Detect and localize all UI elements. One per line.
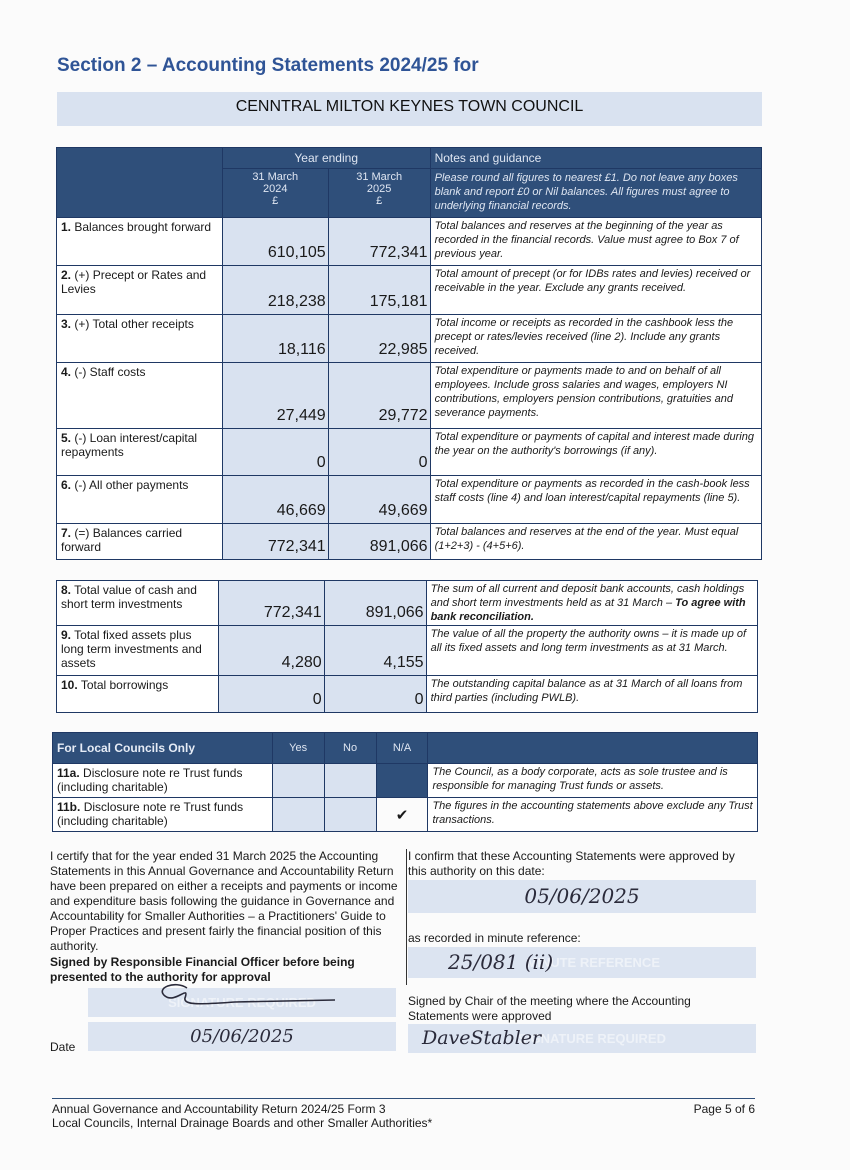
year-ending-header: Year ending	[222, 148, 430, 169]
statement-guidance: Total expenditure or payments of capital and interest made during the year on the authority's borrowings (if any).	[430, 429, 761, 476]
value-2024: 46,669	[222, 476, 328, 524]
rfo-certification	[50, 849, 407, 985]
statement-row	[57, 524, 762, 560]
statement-number: 6.	[61, 478, 72, 492]
statement-label	[57, 476, 223, 524]
statement-row	[57, 218, 762, 266]
value-2024: 772,341	[222, 524, 328, 560]
statement-number: 2.	[61, 268, 72, 282]
minute-reference-value: 25/081 (ii)	[448, 950, 554, 974]
value-2024: 0	[222, 429, 328, 476]
minute-reference-label: as recorded in minute reference:	[408, 931, 581, 945]
asset-value-2024: 772,341	[218, 581, 324, 626]
statement-label-text: (+) Total other receipts	[74, 317, 194, 331]
rfo-signed-label: Signed by Responsible Financial Officer before being presented to the authority for approval	[50, 955, 355, 984]
asset-guidance-text: The outstanding capital balance as at 31 March of all loans from third parties (including PWLB).	[430, 678, 743, 704]
asset-label	[57, 581, 219, 626]
chair-signature: DaveStabler	[422, 1027, 542, 1049]
asset-label-text: Total value of cash and short term investments	[61, 583, 197, 611]
asset-guidance	[426, 626, 757, 676]
asset-value-2025: 4,155	[324, 626, 426, 676]
asset-guidance	[426, 676, 757, 713]
asset-label	[57, 676, 219, 713]
statement-guidance: Total expenditure or payments as recorded in the cash-book less staff costs (line 4) and loan interest/capital repayments (line 5).	[430, 476, 761, 524]
asset-label-text: Total fixed assets plus long term investments and assets	[61, 628, 202, 670]
statement-label-text: (-) Staff costs	[74, 365, 146, 379]
approval-date-value: 05/06/2025	[524, 884, 640, 908]
rfo-date-field[interactable]	[88, 1022, 396, 1051]
value-2024: 27,449	[222, 363, 328, 429]
asset-guidance-text: The value of all the property the authority owns – it is made up of all its fixed assets and long term investments as at 31 March.	[430, 628, 747, 654]
trust-label-text: Disclosure note re Trust funds (including charitable)	[57, 800, 244, 828]
statement-row	[57, 429, 762, 476]
minute-reference-field[interactable]	[408, 947, 756, 978]
statement-guidance: Total amount of precept (or for IDBs rates and levies) received or receivable in the year. Exclude any grants received.	[430, 266, 761, 315]
trust-label	[53, 764, 273, 798]
chair-signature-placeholder: SIGNATURE REQUIRED	[518, 1031, 666, 1046]
local-councils-table	[52, 732, 758, 832]
trust-guidance: The figures in the accounting statements above exclude any Trust transactions.	[428, 798, 758, 832]
value-2024: 610,105	[222, 218, 328, 266]
trust-row	[53, 798, 758, 832]
value-2024: 18,116	[222, 315, 328, 363]
notes-header: Notes and guidance	[430, 148, 761, 169]
asset-row	[57, 581, 758, 626]
local-councils-header: For Local Councils Only	[53, 733, 273, 764]
trust-guidance: The Council, as a body corporate, acts as sole trustee and is responsible for managing Trust funds or assets.	[428, 764, 758, 798]
asset-label-text: Total borrowings	[80, 678, 169, 692]
column-2024	[222, 169, 328, 218]
footer-line2: Local Councils, Internal Drainage Boards and other Smaller Authorities*	[52, 1116, 433, 1130]
value-2025: 175,181	[328, 266, 430, 315]
col1-currency: £	[272, 195, 279, 207]
statement-label-text: (+) Precept or Rates and Levies	[61, 268, 207, 296]
value-2025: 22,985	[328, 315, 430, 363]
asset-guidance-text: The sum of all current and deposit bank accounts, cash holdings and short term investments held as at 31 March –	[430, 583, 745, 609]
approval-confirm-text: I confirm that these Accounting Statements were approved by this authority on this date:	[408, 849, 735, 878]
statement-label	[57, 315, 223, 363]
trust-label	[53, 798, 273, 832]
statement-number: 7.	[61, 526, 72, 540]
council-name-field: CENNTRAL MILTON KEYNES TOWN COUNCIL	[57, 92, 762, 126]
accounting-statements-table	[56, 147, 762, 560]
guidance-intro: Please round all figures to nearest £1. Do not leave any boxes blank and report £0 or Nil balances. All figures must agree to underlying financial records.	[430, 169, 761, 218]
statement-row	[57, 363, 762, 429]
statement-row	[57, 315, 762, 363]
statement-label	[57, 363, 223, 429]
footer-line1: Annual Governance and Accountability Return 2024/25 Form 3	[52, 1102, 386, 1116]
asset-guidance-bold: To agree with bank reconciliation.	[430, 597, 746, 623]
rfo-date-value: 05/06/2025	[190, 1026, 294, 1047]
asset-row	[57, 626, 758, 676]
asset-number: 9.	[61, 628, 72, 642]
value-2024: 218,238	[222, 266, 328, 315]
header-blank	[57, 148, 223, 218]
col1-line2: 2024	[263, 183, 288, 195]
trust-number: 11b.	[57, 800, 81, 814]
statement-label	[57, 429, 223, 476]
rfo-signature-placeholder: SIGNATURE REQUIRED	[168, 995, 316, 1010]
col2-line2: 2025	[366, 183, 392, 195]
rfo-certification-text: I certify that for the year ended 31 March 2025 the Accounting Statements in this Annual Governance and Accountability Return have been prepared on either a receipts and payments or income and expenditure basis following the guidance in Governance and Accountability for Smaller Authorities – a Practitioners' Guide to Proper Practices and present fairly the financial position of this authority.	[50, 849, 398, 953]
value-2025: 0	[328, 429, 430, 476]
value-2025: 772,341	[328, 218, 430, 266]
no-checkbox[interactable]	[324, 764, 376, 798]
asset-label	[57, 626, 219, 676]
statement-guidance: Total balances and reserves at the beginning of the year as recorded in the financial records. Value must agree to Box 7 of previous year.	[430, 218, 761, 266]
asset-number: 8.	[61, 583, 72, 597]
asset-number: 10.	[61, 678, 78, 692]
checkmark-icon: ✔	[395, 806, 409, 824]
asset-value-2024: 0	[218, 676, 324, 713]
statement-number: 3.	[61, 317, 72, 331]
approval-date-field[interactable]	[408, 880, 756, 913]
yes-checkbox[interactable]	[272, 798, 324, 832]
statement-guidance: Total balances and reserves at the end of the year. Must equal (1+2+3) - (4+5+6).	[430, 524, 761, 560]
rfo-signature-scribble	[145, 976, 345, 1016]
statement-row	[57, 266, 762, 315]
statement-label	[57, 524, 223, 560]
statement-guidance: Total income or receipts as recorded in the cashbook less the precept or rates/levies received (line 2). Include any grants received.	[430, 315, 761, 363]
statement-label-text: (-) All other payments	[74, 478, 189, 492]
na-header: N/A	[376, 733, 428, 764]
local-notes-header	[428, 733, 758, 764]
statement-row	[57, 476, 762, 524]
statement-label-text: Balances brought forward	[74, 220, 212, 234]
yes-header: Yes	[272, 733, 324, 764]
trust-number: 11a.	[57, 766, 80, 780]
chair-signature-field[interactable]	[408, 1024, 756, 1053]
statement-label	[57, 218, 223, 266]
no-header: No	[324, 733, 376, 764]
column-2025	[328, 169, 430, 218]
date-label: Date	[50, 1040, 76, 1054]
page-footer	[52, 1098, 755, 1130]
value-2025: 49,669	[328, 476, 430, 524]
minute-placeholder: MINUTE REFERENCE	[526, 955, 660, 970]
asset-row	[57, 676, 758, 713]
statement-label-text: (-) Loan interest/capital repayments	[61, 431, 198, 459]
col1-line1: 31 March	[252, 171, 299, 183]
statement-number: 4.	[61, 365, 72, 379]
section-title: Section 2 – Accounting Statements 2024/25 for	[57, 55, 479, 76]
asset-value-2025: 0	[324, 676, 426, 713]
page-number: Page 5 of 6	[693, 1102, 755, 1116]
asset-guidance	[426, 581, 757, 626]
yes-checkbox[interactable]	[272, 764, 324, 798]
statement-number: 5.	[61, 431, 72, 445]
na-checkbox[interactable]	[376, 798, 428, 832]
asset-value-2025: 891,066	[324, 581, 426, 626]
no-checkbox[interactable]	[324, 798, 376, 832]
col2-currency: £	[376, 195, 383, 207]
chair-signed-label: Signed by Chair of the meeting where the Accounting Statements were approved	[408, 994, 691, 1023]
assets-table	[56, 580, 758, 713]
statement-label-text: (=) Balances carried forward	[61, 526, 183, 554]
value-2025: 29,772	[328, 363, 430, 429]
trust-row	[53, 764, 758, 798]
statement-guidance: Total expenditure or payments made to and on behalf of all employees. Include gross salaries and wages, employers NI contributions, employers pension contributions, gratuities and severance payments.	[430, 363, 761, 429]
statement-label	[57, 266, 223, 315]
na-checkbox[interactable]	[376, 764, 428, 798]
col2-line1: 31 March	[356, 171, 403, 183]
value-2025: 891,066	[328, 524, 430, 560]
asset-value-2024: 4,280	[218, 626, 324, 676]
statement-number: 1.	[61, 220, 72, 234]
trust-label-text: Disclosure note re Trust funds (including charitable)	[57, 766, 243, 794]
